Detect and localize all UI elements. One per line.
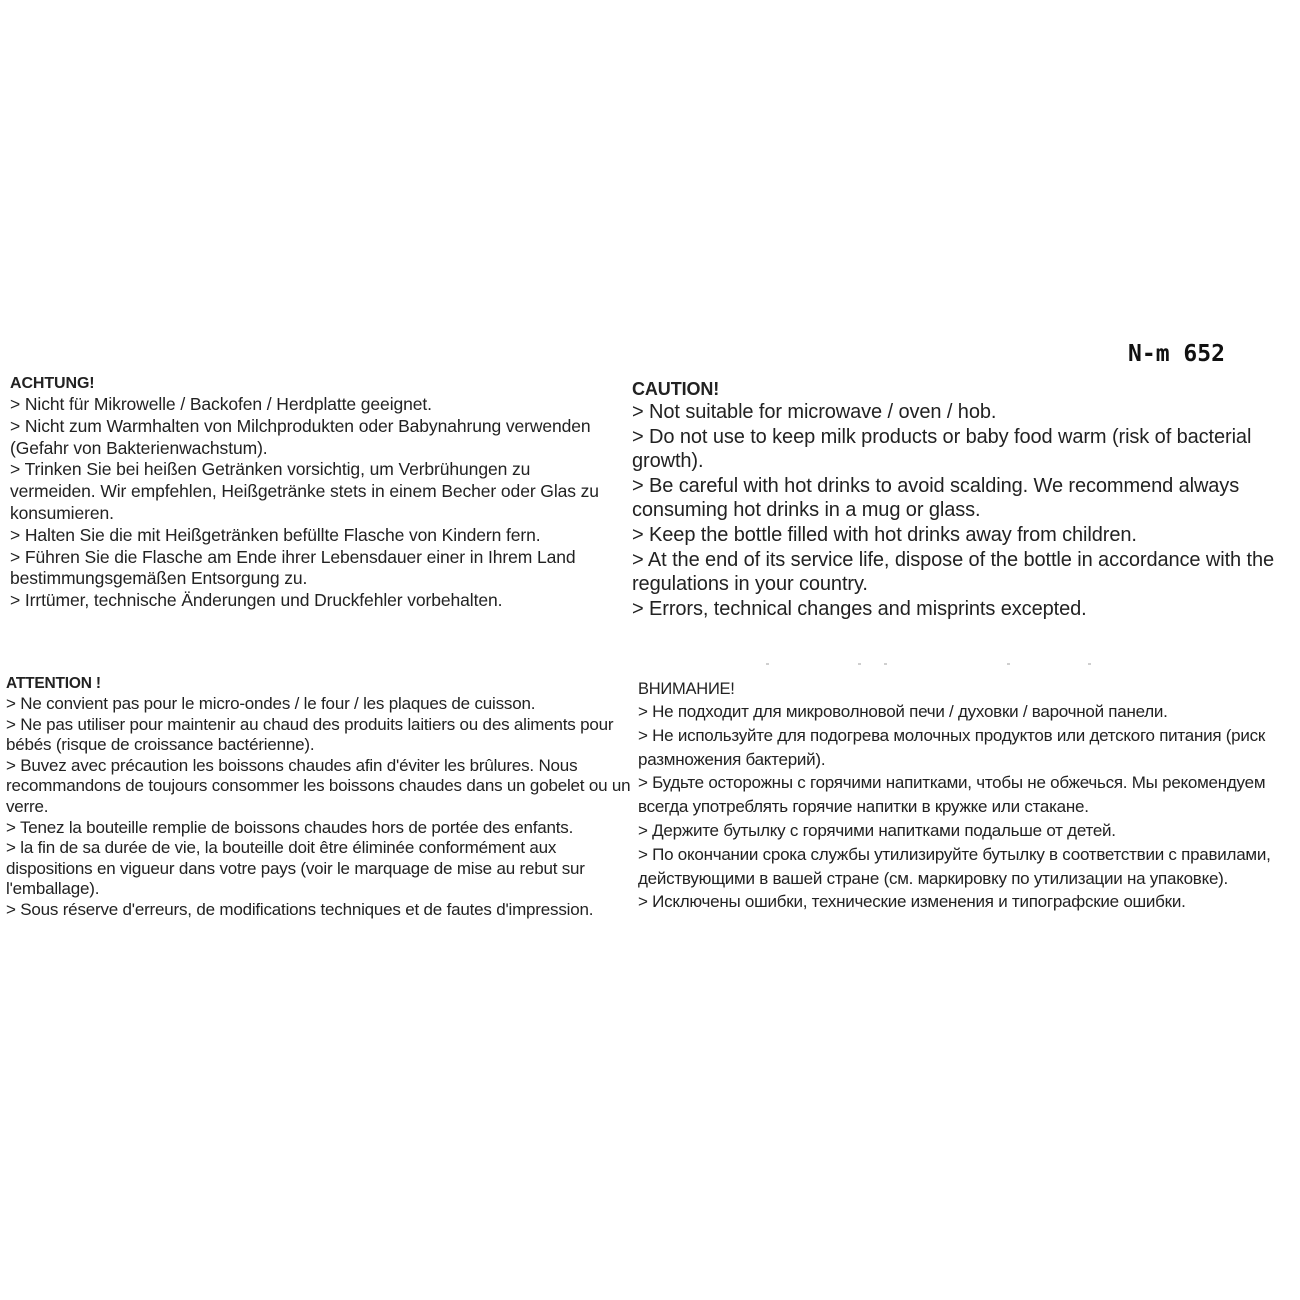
english-warning-block [632, 378, 1297, 621]
french-line: > Tenez la bouteille remplie de boissons chaudes hors de portée des enfants. [6, 817, 574, 837]
german-heading: ACHTUNG! [10, 375, 95, 392]
product-code: N-m 652 [1128, 341, 1225, 367]
french-line: > Ne convient pas pour le micro-ondes / le four / les plaques de cuisson. [6, 694, 536, 713]
english-line: > At the end of its service life, dispose of the bottle in accordance with the regulations in your country. [632, 548, 1275, 596]
german-line: > Irrtümer, technische Änderungen und Druckfehler vorbehalten. [10, 590, 503, 611]
russian-line: > Держите бутылку с горячими напитками подальше от детей. [638, 820, 1116, 840]
german-line: > Nicht für Mikrowelle / Backofen / Herdplatte geeignet. [10, 394, 432, 414]
russian-line: > Будьте осторожны с горячими напитками, чтобы не обжечься. Мы рекомендуем всегда употреблять горячие напитки в кружке или стакане. [638, 773, 1266, 817]
french-line: > Buvez avec précaution les boissons chaudes afin d'éviter les brûlures. Nous recommandons de toujours consommer les boissons chaudes dans un gobelet ou un verre. [6, 755, 631, 816]
german-line: > Trinken Sie bei heißen Getränken vorsichtig, um Verbrühungen zu vermeiden. Wir empfehlen, Heißgetränke stets in einem Becher oder Glas zu konsumieren. [10, 459, 599, 523]
english-line: > Not suitable for microwave / oven / hob. [632, 401, 997, 423]
russian-line: > По окончании срока службы утилизируйте бутылку в соответствии с правилами, действующими в вашей стране (см. маркировку по утилизации на упаковке). [638, 844, 1271, 888]
german-warning-block [10, 374, 620, 612]
russian-line: > Не используйте для подогрева молочных продуктов или детского питания (риск размножения бактерий). [638, 725, 1266, 769]
russian-line: > Исключены ошибки, технические изменения и типографские ошибки. [638, 892, 1186, 912]
scan-artifact-dots [766, 663, 1096, 666]
russian-line: > Не подходит для микроволновой печи / духовки / варочной панели. [638, 702, 1168, 721]
english-heading: CAUTION! [632, 379, 720, 399]
french-heading: ATTENTION ! [6, 675, 101, 692]
english-line: > Keep the bottle filled with hot drinks away from children. [632, 523, 1137, 546]
english-line: > Do not use to keep milk products or baby food warm (risk of bacterial growth). [632, 425, 1252, 473]
russian-heading: ВНИМАНИЕ! [638, 680, 735, 698]
german-line: > Führen Sie die Flasche am Ende ihrer Lebensdauer einer in Ihrem Land bestimmungsgemäßen Entsorgung zu. [10, 546, 576, 589]
english-line: > Be careful with hot drinks to avoid scalding. We recommend always consuming hot drinks in a mug or glass. [632, 474, 1240, 522]
german-line: > Nicht zum Warmhalten von Milchprodukten oder Babynahrung verwenden (Gefahr von Bakterienwachstum). [10, 415, 591, 458]
russian-warning-block [638, 678, 1298, 914]
french-warning-block [6, 674, 631, 921]
german-line: > Halten Sie die mit Heißgetränken befüllte Flasche von Kindern fern. [10, 524, 541, 545]
french-line: > Sous réserve d'erreurs, de modifications techniques et de fautes d'impression. [6, 899, 594, 919]
english-line: > Errors, technical changes and misprints excepted. [632, 597, 1087, 620]
french-line: > Ne pas utiliser pour maintenir au chaud des produits laitiers ou des aliments pour bébés (risque de croissance bactérienne). [6, 714, 614, 755]
french-line: > la fin de sa durée de vie, la bouteille doit être éliminée conformément aux dispositions en vigueur dans votre pays (voir le marquage de mise au rebut sur l'emballage). [6, 838, 585, 899]
